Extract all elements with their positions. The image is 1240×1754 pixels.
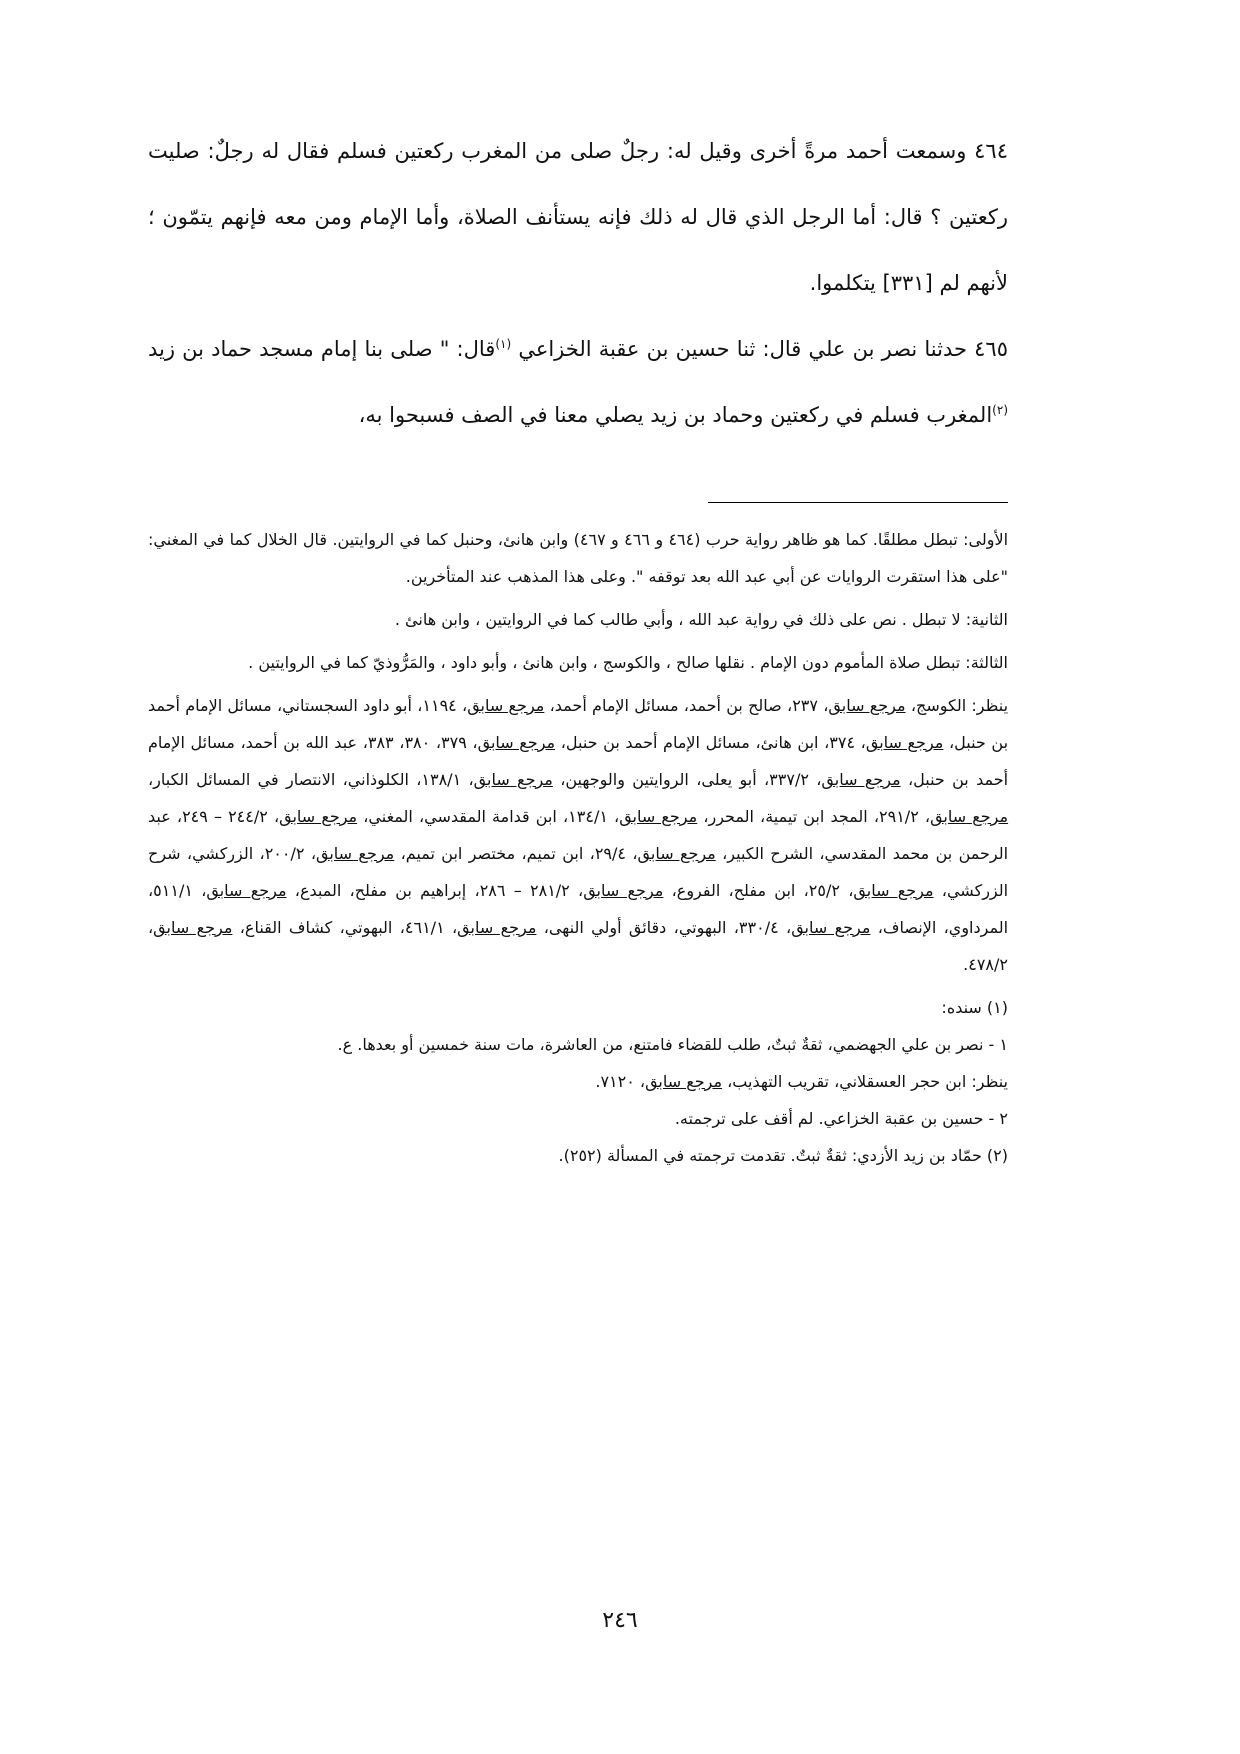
ref-link[interactable]: مرجع سابق xyxy=(477,733,556,752)
ref-text: ، ١٣٨/١، الكلوذاني، الانتصار في المسائل الكبار، xyxy=(148,770,474,789)
ref-text: ، ٢٩/٤، ابن تميم، مختصر ابن تميم، xyxy=(394,844,638,863)
ref-link[interactable]: مرجع سابق xyxy=(930,807,1009,826)
ref-text: ، ٤٧٨/٢. xyxy=(148,918,1008,974)
paragraph-465-part-a: ٤٦٥ حدثنا نصر بن علي قال: ثنا حسين بن عقبة الخزاعي xyxy=(511,337,1008,361)
ref-link[interactable]: مرجع سابق xyxy=(853,881,934,900)
ref-link[interactable]: مرجع سابق xyxy=(583,881,664,900)
ref-text: ينظر: الكوسج، xyxy=(905,696,1009,715)
footnote-divider xyxy=(708,502,1008,503)
ref-text: ، ٣٧٤، ابن هانئ، مسائل الإمام أحمد بن حنبل، xyxy=(555,733,866,752)
note-first-opinion: الأولى: تبطل مطلقًا. كما هو ظاهر رواية حرب (٤٦٤ و ٤٦٦ و ٤٦٧) وابن هانئ، وحنبل كما في الروايتين. قال الخلال كما في المغني: "على هذا استقرت الروايات عن أبي عبد الله بعد توقفه ". وعلى هذا المذهب عند المتأخرين. xyxy=(148,530,1009,586)
ref-link[interactable]: مرجع سابق xyxy=(791,918,871,937)
ref-text: ، ٢٠٠/٢، الزركشي، شرح الزركشي، xyxy=(148,844,1009,900)
paragraph-464: ٤٦٤ وسمعت أحمد مرةً أخرى وقيل له: رجلٌ صلى من المغرب ركعتين فسلم فقال له رجلٌ: صليت ركعتين ؟ قال: أما الرجل الذي قال له ذلك فإنه يستأنف الصلاة، وأما الإمام ومن معه فإنهم يتمّون ؛ لأنهم لم [٣٣١] يتكلموا. xyxy=(148,139,1008,295)
ref-link[interactable]: مرجع سابق xyxy=(865,733,944,752)
ref-link[interactable]: مرجع سابق xyxy=(619,807,698,826)
ref-text: ، ٢٩١/٢، المجد ابن تيمية، المحرر، xyxy=(697,807,931,826)
ref-text: ، ٥١١/١، المرداوي، الإنصاف، xyxy=(148,881,1009,937)
paragraph-465-part-b: قال: " صلى بنا إمام مسجد حماد بن زيد xyxy=(148,337,496,361)
ref-link[interactable]: مرجع سابق xyxy=(316,844,395,863)
ref-link[interactable]: مرجع سابق xyxy=(828,696,906,715)
ref-link[interactable]: مرجع سابق xyxy=(467,696,545,715)
ref-link[interactable]: مرجع سابق xyxy=(473,770,553,789)
ref-link[interactable]: مرجع سابق xyxy=(645,1072,723,1091)
ref-text: ، ١١٩٤، أبو داود السجستاني، مسائل الإمام أحمد بن حنبل، xyxy=(148,696,1009,752)
ref-text: ، ٤٦١/١، البهوتي، كشاف القناع، xyxy=(232,918,458,937)
ref-text: ، ١٣٤/١، ابن قدامة المقدسي، المغني، xyxy=(357,807,620,826)
ref-link[interactable]: مرجع سابق xyxy=(279,807,358,826)
paragraph-465 xyxy=(148,316,1008,448)
main-text xyxy=(148,118,1008,448)
paragraph-465-part-c: المغرب فسلم في ركعتين وحماد بن زيد يصلي معنا في الصف فسبحوا به، xyxy=(358,403,993,427)
ref-text: ، ٢٤٤/٢ – ٢٤٩، عبد الرحمن بن محمد المقدسي، الشرح الكبير، xyxy=(148,807,1009,863)
ref-text: ، ٢٥/٢، ابن مفلح، الفروع، xyxy=(663,881,854,900)
ref-text: ، ٧١٢٠. xyxy=(595,1072,646,1091)
ref-text: ، ٢٨١/٢ – ٢٨٦، إبراهيم بن مفلح، المبدع، xyxy=(286,881,584,900)
ref-text: ، ٢٣٧، صالح بن أحمد، مسائل الإمام أحمد، xyxy=(544,696,829,715)
ref-text: ينظر: ابن حجر العسقلاني، تقريب التهذيب، xyxy=(722,1072,1008,1091)
ref-text: ، ٣٧٩، ٣٨٠، ٣٨٣، عبد الله بن أحمد، مسائل الإمام أحمد بن حنبل، xyxy=(148,733,1009,789)
ref-text: ، ٣٣٠/٤، البهوتي، دقائق أولي النهى، xyxy=(536,918,792,937)
note-narrator-1-reference xyxy=(148,1063,1008,1100)
ref-link[interactable]: مرجع سابق xyxy=(821,770,901,789)
ref-link[interactable]: مرجع سابق xyxy=(206,881,287,900)
page-body xyxy=(148,118,1008,1174)
footnote-marker-2[interactable]: (٢) xyxy=(992,403,1008,417)
ref-link[interactable]: مرجع سابق xyxy=(457,918,537,937)
note-hammad: (٢) حمّاد بن زيد الأزدي: ثقةٌ ثبتٌ. تقدمت ترجمته في المسألة (٢٥٢). xyxy=(558,1146,1008,1165)
ref-link[interactable]: مرجع سابق xyxy=(153,918,233,937)
note-references xyxy=(148,687,1008,983)
note-isnad-heading: (١) سنده: xyxy=(941,998,1008,1017)
note-narrator-1: ١ - نصر بن علي الجهضمي، ثقةٌ ثبتٌ، طلب للقضاء فامتنع، من العاشرة، مات سنة خمسين أو بعدها. ع. xyxy=(337,1035,1008,1054)
footnote-marker-1[interactable]: (١) xyxy=(495,337,512,351)
page-number: ٢٤٦ xyxy=(602,1608,638,1633)
ref-text: ، ٣٣٧/٢، أبو يعلى، الروايتين والوجهين، xyxy=(552,770,822,789)
note-third-opinion: الثالثة: تبطل صلاة المأموم دون الإمام . نقلها صالح ، والكوسج ، وابن هانئ ، وأبو داود ، والمَرُّوذيّ كما في الروايتين . xyxy=(248,653,1008,672)
footnotes xyxy=(148,521,1008,1174)
note-second-opinion: الثانية: لا تبطل . نص على ذلك في رواية عبد الله ، وأبي طالب كما في الروايتين ، وابن هانئ . xyxy=(394,610,1008,629)
ref-link[interactable]: مرجع سابق xyxy=(637,844,716,863)
note-narrator-2: ٢ - حسين بن عقبة الخزاعي. لم أقف على ترجمته. xyxy=(674,1109,1008,1128)
